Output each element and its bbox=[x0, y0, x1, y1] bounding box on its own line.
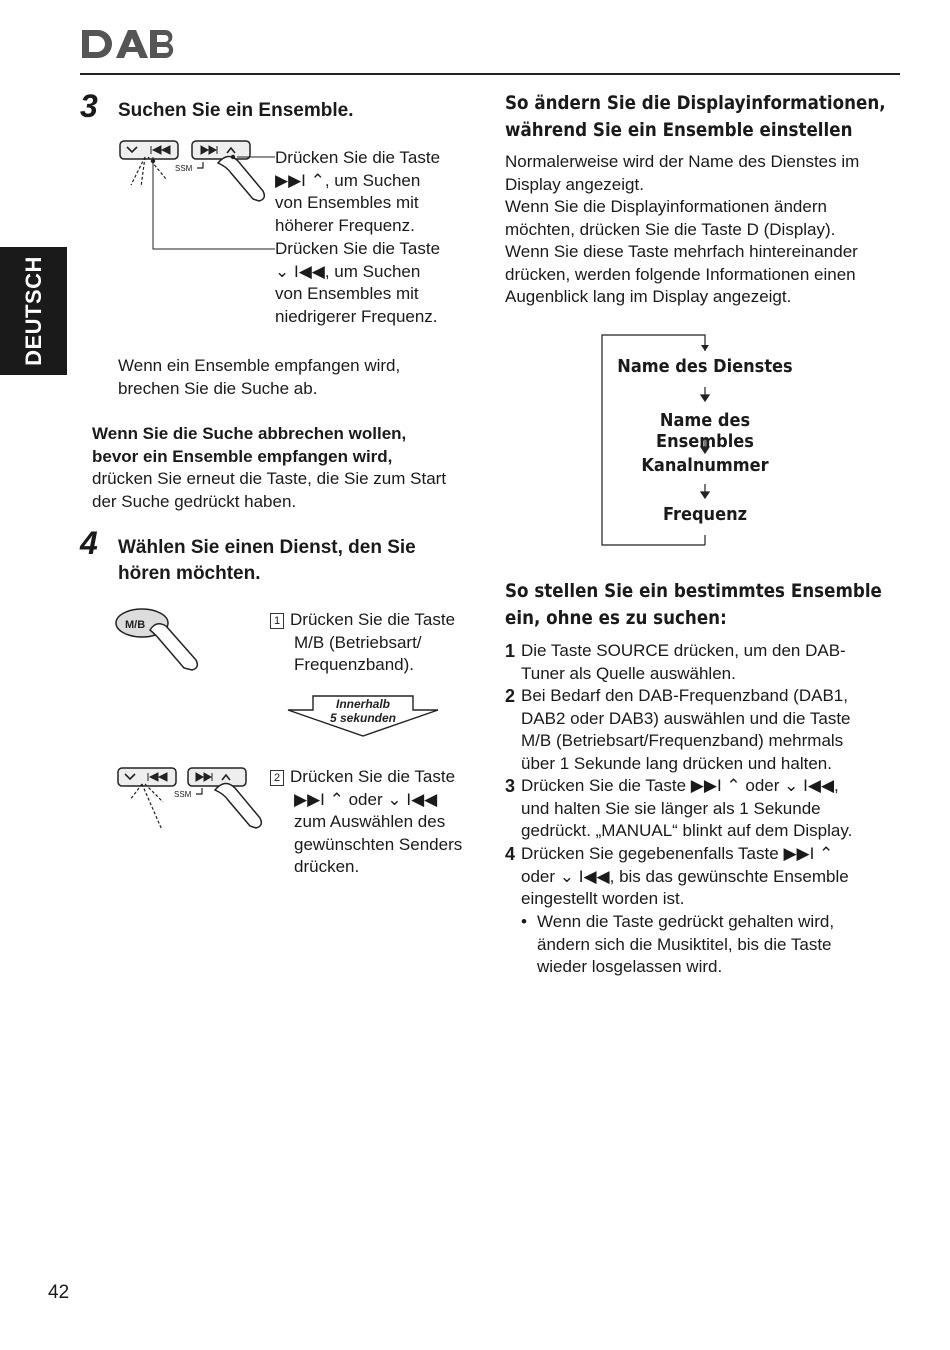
timing-line-1: Innerhalb bbox=[335, 697, 391, 711]
ssm-label-2: SSM bbox=[174, 790, 192, 799]
next-track-icon: ▶▶I bbox=[275, 170, 306, 190]
bullet-note: • Wenn die Taste gedrückt gehalten wird, ändern sich die Musiktitel, bis die Taste wieder losgelassen wird. bbox=[521, 912, 835, 976]
seek-down-description: Drücken Sie die Taste ⌄ I◀◀, um Suchen von Ensembles mit niedrigerer Frequenz. bbox=[275, 239, 441, 326]
list-item: 2 Bei Bedarf den DAB-Frequenzband (DAB1, DAB2 oder DAB3) auswählen und die Taste M/B (Betriebsart/Frequenzband) mehrmals über 1 Sekunde lang drücken und halten. bbox=[505, 686, 851, 773]
language-tab-label: DEUTSCH bbox=[20, 256, 46, 366]
step-4-title: Wählen Sie einen Dienst, den Sie hören möchten. bbox=[118, 537, 416, 584]
chevron-up-icon: ⌃ bbox=[329, 789, 344, 809]
page-number: 42 bbox=[48, 1282, 70, 1303]
next-track-icon: ▶▶I bbox=[783, 844, 815, 863]
step-4-sub-1: 1 Drücken Sie die Taste M/B (Betriebsart/ Frequenzband). bbox=[270, 609, 480, 677]
list-item: 4 Drücken Sie gegebenenfalls Taste ▶▶I ⌃ oder ⌄ I◀◀, bis das gewünschte Ensemble eingestellt worden ist. bbox=[505, 844, 849, 908]
chevron-down-icon: ⌄ bbox=[559, 866, 575, 886]
next-track-icon: ▶▶I bbox=[690, 776, 722, 795]
manual-section-heading: So stellen Sie ein bestimmtes Ensemble ein, ohne es zu suchen: bbox=[505, 580, 882, 629]
header-rule bbox=[80, 73, 900, 75]
dab-logo bbox=[80, 26, 180, 66]
step-4-number: 4 bbox=[80, 525, 98, 561]
flow-service-name: Name des Dienstes bbox=[617, 356, 793, 377]
abort-note: Wenn Sie die Suche abbrechen wollen, bevor ein Ensemble empfangen wird, drücken Sie erneut die Taste, die Sie zum Start der Suche gedrückt haben. bbox=[92, 424, 447, 511]
chevron-up-icon: ⌃ bbox=[819, 844, 834, 863]
chevron-down-icon: ⌄ bbox=[275, 261, 290, 281]
prev-track-icon: I◀◀ bbox=[578, 866, 610, 886]
prev-track-icon: I◀◀ bbox=[406, 789, 438, 809]
chevron-up-icon: ⌃ bbox=[310, 170, 325, 190]
ssm-label: SSM bbox=[175, 164, 193, 173]
sub-step-2-marker: 2 bbox=[270, 770, 284, 786]
flow-channel-number: Kanalnummer bbox=[641, 455, 769, 476]
list-item: 3 Drücken Sie die Taste ▶▶I ⌃ oder ⌄ I◀◀, und halten Sie sie länger als 1 Sekunde gedrückt. „MANUAL“ blinkt auf dem Display. bbox=[505, 776, 853, 840]
seek-buttons-illustration bbox=[115, 135, 280, 255]
display-section-body: Normalerweise wird der Name des Dienstes im Display angezeigt. Wenn Sie die Displayinformationen ändern möchten, drücken Sie die Taste D (Display). Wenn Sie diese Taste mehrfach hintereinander drücken, werden folgende Informationen einen Augenblick lang im Display angezeigt. bbox=[505, 152, 860, 306]
timing-line-2: 5 sekunden bbox=[329, 711, 397, 725]
step-4-sub-2: 2 Drücken Sie die Taste ▶▶I ⌃ oder ⌄ I◀◀ zum Auswählen des gewünschten Senders drücken. bbox=[270, 766, 485, 879]
prev-track-icon: I◀◀ bbox=[293, 261, 325, 281]
seek-up-description: Drücken Sie die Taste ▶▶I ⌃, um Suchen von Ensembles mit höherer Frequenz. bbox=[275, 148, 441, 235]
next-track-icon: ▶▶I bbox=[294, 789, 325, 809]
step-3-number: 3 bbox=[80, 88, 98, 124]
language-tab bbox=[0, 247, 67, 375]
flow-ensemble-name: Name des Ensembles bbox=[656, 410, 754, 452]
chevron-down-icon: ⌄ bbox=[784, 776, 799, 795]
sub-step-1-marker: 1 bbox=[270, 613, 284, 629]
chevron-up-icon: ⌃ bbox=[726, 776, 741, 795]
seek-buttons-illustration-2 bbox=[112, 763, 272, 833]
display-section-heading: So ändern Sie die Displayinformationen, während Sie ein Ensemble einstellen bbox=[505, 92, 886, 141]
chevron-down-icon: ⌄ bbox=[387, 789, 402, 809]
step-3-title: Suchen Sie ein Ensemble. bbox=[118, 100, 354, 121]
timing-arrow bbox=[283, 693, 443, 739]
mb-label: M/B bbox=[125, 619, 146, 631]
mb-button-illustration bbox=[112, 600, 207, 675]
bullet-icon: • bbox=[521, 912, 527, 931]
received-note: Wenn ein Ensemble empfangen wird, brechen Sie die Suche ab. bbox=[118, 356, 401, 398]
list-item: 1 Die Taste SOURCE drücken, um den DAB- Tuner als Quelle auswählen. bbox=[505, 641, 846, 683]
prev-track-icon: I◀◀ bbox=[803, 776, 835, 795]
flow-frequency: Frequenz bbox=[662, 504, 748, 525]
